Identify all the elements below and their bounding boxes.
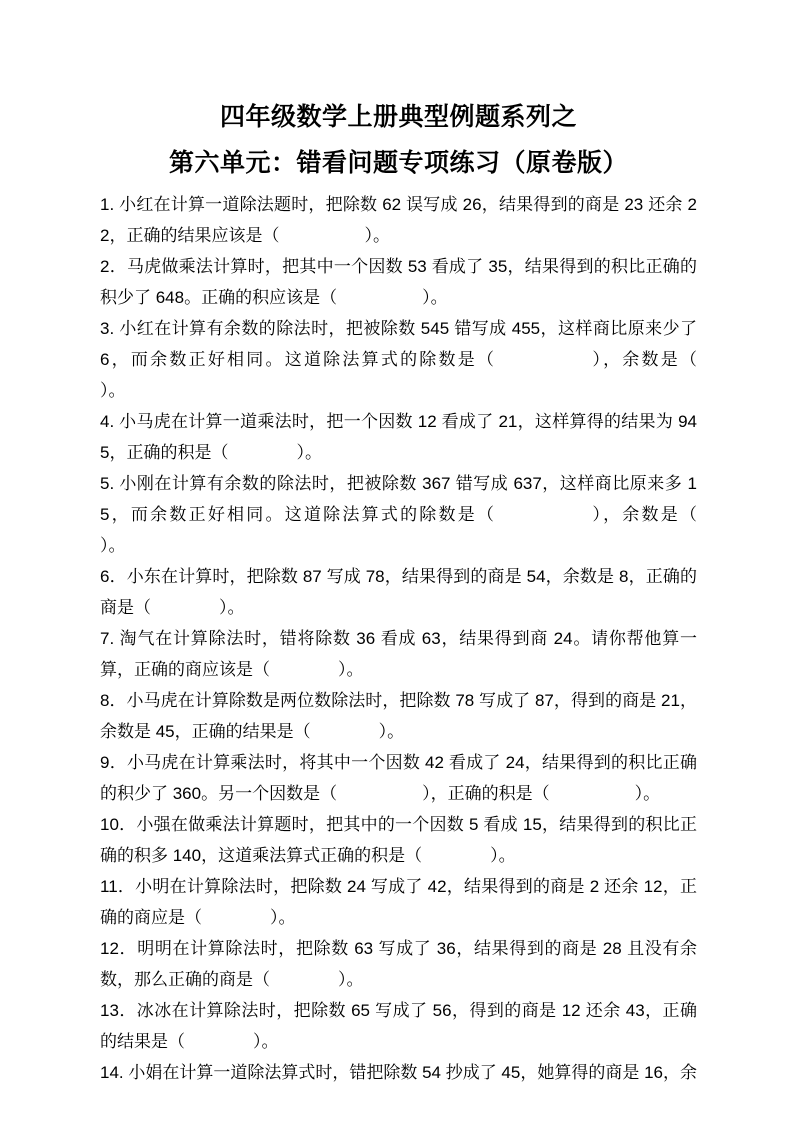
question-item: 5. 小刚在计算有余数的除法时，把被除数 367 错写成 637，这样商比原来多 15，而余数正好相同。这道除法算式的除数是（ ），余数是（ ）。 [100,474,765,555]
question-list [100,189,782,1088]
question-item: 7. 淘气在计算除法时，错将除数 36 看成 63，结果得到商 24。请你帮他算一算，正确的商应该是（ ）。 [100,629,697,679]
question-item: 4. 小马虎在计算一道乘法时，把一个因数 12 看成了 21，这样算得的结果为 945，正确的积是（ ）。 [100,412,697,462]
question-item: 14. 小娟在计算一道除法算式时，错把除数 54 抄成了 45，她算得的商是 16，余 [100,1063,697,1082]
question-item: 12．明明在计算除法时，把除数 63 写成了 36，结果得到的商是 28 且没有余数，那么正确的商是（ ）。 [100,939,697,989]
question-item: 9．小马虎在计算乘法时，将其中一个因数 42 看成了 24，结果得到的积比正确的积少了 360。另一个因数是（ ），正确的积是（ ）。 [100,753,697,803]
question-item: 10．小强在做乘法计算题时，把其中的一个因数 5 看成 15，结果得到的积比正确的积多 140，这道乘法算式正确的积是（ ）。 [100,815,697,865]
question-item: 11．小明在计算除法时，把除数 24 写成了 42，结果得到的商是 2 还余 12，正确的商应是（ ）。 [100,877,697,927]
question-item: 1. 小红在计算一道除法题时，把除数 62 误写成 26，结果得到的商是 23 还余 22，正确的结果应该是（ ）。 [100,195,697,245]
doc-title: 四年级数学上册典型例题系列之 [219,103,577,131]
question-item: 6．小东在计算时，把除数 87 写成 78，结果得到的商是 54，余数是 8，正确的商是（ ）。 [100,567,697,617]
question-item: 13．冰冰在计算除法时，把除数 65 写成了 56，得到的商是 12 还余 43，正确的结果是（ ）。 [100,1001,697,1051]
doc-subtitle: 第六单元：错看问题专项练习（原卷版） [168,149,628,177]
question-item: 3. 小红在计算有余数的除法时，把被除数 545 错写成 455，这样商比原来少了 6，而余数正好相同。这道除法算式的除数是（ ），余数是（ ）。 [100,319,782,400]
question-item: 2．马虎做乘法计算时，把其中一个因数 53 看成了 35，结果得到的积比正确的积少了 648。正确的积应该是（ ）。 [100,257,697,307]
question-item: 8．小马虎在计算除数是两位数除法时，把除数 78 写成了 87，得到的商是 21，余数是 45，正确的结果是（ ）。 [100,691,697,741]
